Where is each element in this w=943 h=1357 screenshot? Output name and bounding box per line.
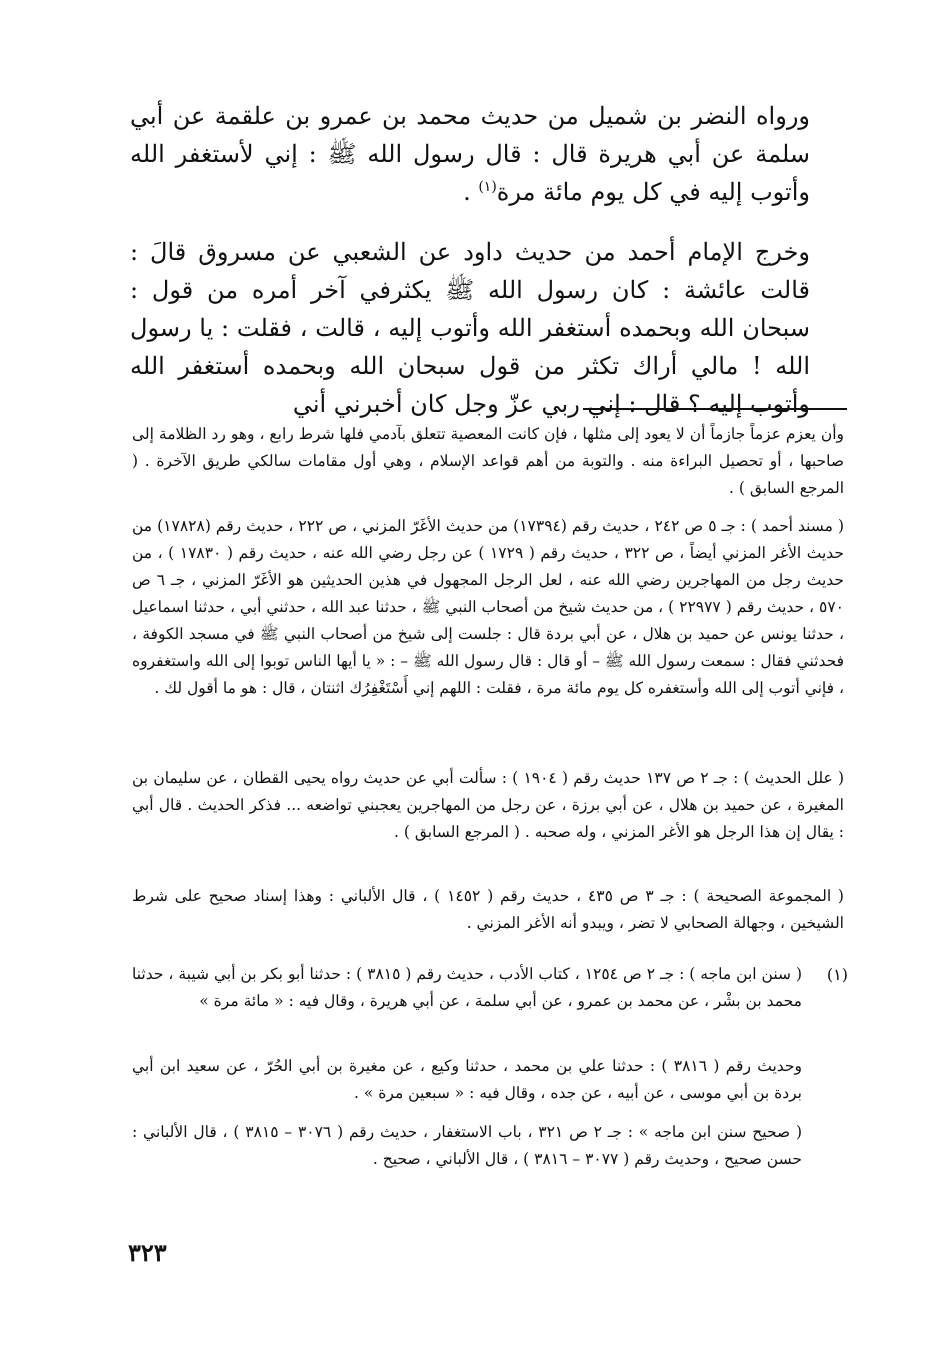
- footnote-1-hadith-3816: وحديث رقم ( ٣٨١٦ ) : حدثنا علي بن محمد ، حدثنا وكيع ، عن مغيرة بن أبي الحُرّ ، عن سعيد ابن أبي بردة بن أبي موسى ، عن أبيه ، عن جده ، وقال فيه : « سبعين مرة » .: [132, 1057, 802, 1102]
- paragraph-1-text: ورواه النضر بن شميل من حديث محمد بن عمرو بن علقمة عن أبي سلمة عن أبي هريرة قال : قال رسول الله ﷺ : إني لأستغفر الله وأتوب إليه في كل يوم مائة مرة: [130, 102, 810, 206]
- footnote-1-marker: (١): [826, 965, 848, 984]
- paragraph-1-end: .: [463, 178, 479, 206]
- footnote-ilal-al-hadith: ( علل الحديث ) : جـ ٢ ص ١٣٧ حديث رقم ( ١٩٠٤ ) : سألت أبي عن حديث رواه يحيى القطان ، عن سليمان بن المغيرة ، عن حميد بن هلال ، عن أبي برزة ، عن رجل من المهاجرين يعجبني تواضعه ... فذكر الحديث . قال أبي : يقال إن هذا الرجل هو الأغر المزني ، وله صحبه . ( المرجع السابق ) .: [132, 769, 845, 841]
- footnote-musnad-ahmad: ( مسند أحمد ) : جـ ٥ ص ٢٤٢ ، حديث رقم (١٧٣٩٤) من حديث الأغَرّ المزني ، ص ٢٢٢ ، حديث رقم (١٧٨٢٨) من حديث الأغر المزني أيضاً ، ص ٣٢٢ ، حديث رقم ( ١٧٢٩ ) عن رجل رضي الله عنه ، حديث رقم ( ١٧٨٣٠ ) ، من حديث رجل من المهاجرين رضي الله عنه ، لعل الرجل المجهول في هذين الحديثين هو الأغَرّ المزني ، جـ ٦ ص ٥٧٠ ، حديث رقم ( ٢٢٩٧٧ ) ، من حديث شيخ من أصحاب النبي ﷺ ، حدثنا عبد الله ، حدثني أبي ، حدثنا اسماعيل ، حدثنا يونس عن حميد بن هلال ، عن أبي بردة قال : جلست إلى شيخ من أصحاب النبي ﷺ في مسجد الكوفة ، فحدثني فقال : سمعت رسول الله ﷺ – أو قال : قال رسول الله ﷺ – : « يا أيها الناس توبوا إلى الله واستغفروه ، فإني أتوب إلى الله وأستغفره كل يوم مائة مرة ، فقلت : اللهم إني أَسْتَغْفِرُك اثنتان ، قال : هو ما أقول لك .: [132, 517, 845, 697]
- footnote-separator: [583, 408, 847, 410]
- footnote-continuation: وأن يعزم عزماً جازماً أن لا يعود إلى مثلها ، فإن كانت المعصية تتعلق بآدمي فلها شرط رابع ، وهو رد الظلامة إلى صاحبها ، أو تحصيل البراءة منه . والتوبة من أهم قواعد الإسلام ، وهي أول مقامات سالكي طريق الآخرة . ( المرجع السابق ) .: [132, 425, 844, 497]
- footnote-reference-1: (١): [478, 179, 497, 195]
- footnote-1-sahih-sunan: ( صحيح سنن ابن ماجه » : جـ ٢ ص ٣٢١ ، باب الاستغفار ، حديث رقم ( ٣٠٧٦ – ٣٨١٥ ) ، قال الألباني : حسن صحيح ، وحديث رقم ( ٣٠٧٧ – ٣٨١٦ ) ، قال الألباني ، صحيح .: [132, 1123, 802, 1168]
- footnote-1-sunan-ibn-majah: ( سنن ابن ماجه ) : جـ ٢ ص ١٢٥٤ ، كتاب الأدب ، حديث رقم ( ٣٨١٥ ) : حدثنا أبو بكر بن أبي شيبة ، حدثنا محمد بن بشْر ، عن محمد بن عمرو ، عن أبي سلمة ، عن أبي هريرة ، وقال فيه : « مائة مرة »: [132, 965, 803, 1010]
- footnote-majmua-sahiha: ( المجموعة الصحيحة ) : جـ ٣ ص ٤٣٥ ، حديث رقم ( ١٤٥٢ ) ، قال الألباني : وهذا إسناد صحيح على شرط الشيخين ، وجهالة الصحابي لا تضر ، ويبدو أنه الأغر المزني .: [132, 887, 844, 932]
- body-paragraph-1: [130, 97, 810, 211]
- page-number: ٣٢٣: [128, 1238, 167, 1267]
- body-paragraph-2: وخرج الإمام أحمد من حديث داود عن الشعبي عن مسروق قالَ : قالت عائشة : كان رسول الله ﷺ يكثرفي آخر أمره من قول : سبحان الله وبحمده أستغفر الله وأتوب إليه ، قالت ، فقلت : يا رسول الله ! مالي أراك تكثر من قول سبحان الله وبحمده أستغفر الله وأتوب إليه ؟ قال : إني ربي عزّ وجل كان أخبرني أني: [130, 238, 811, 418]
